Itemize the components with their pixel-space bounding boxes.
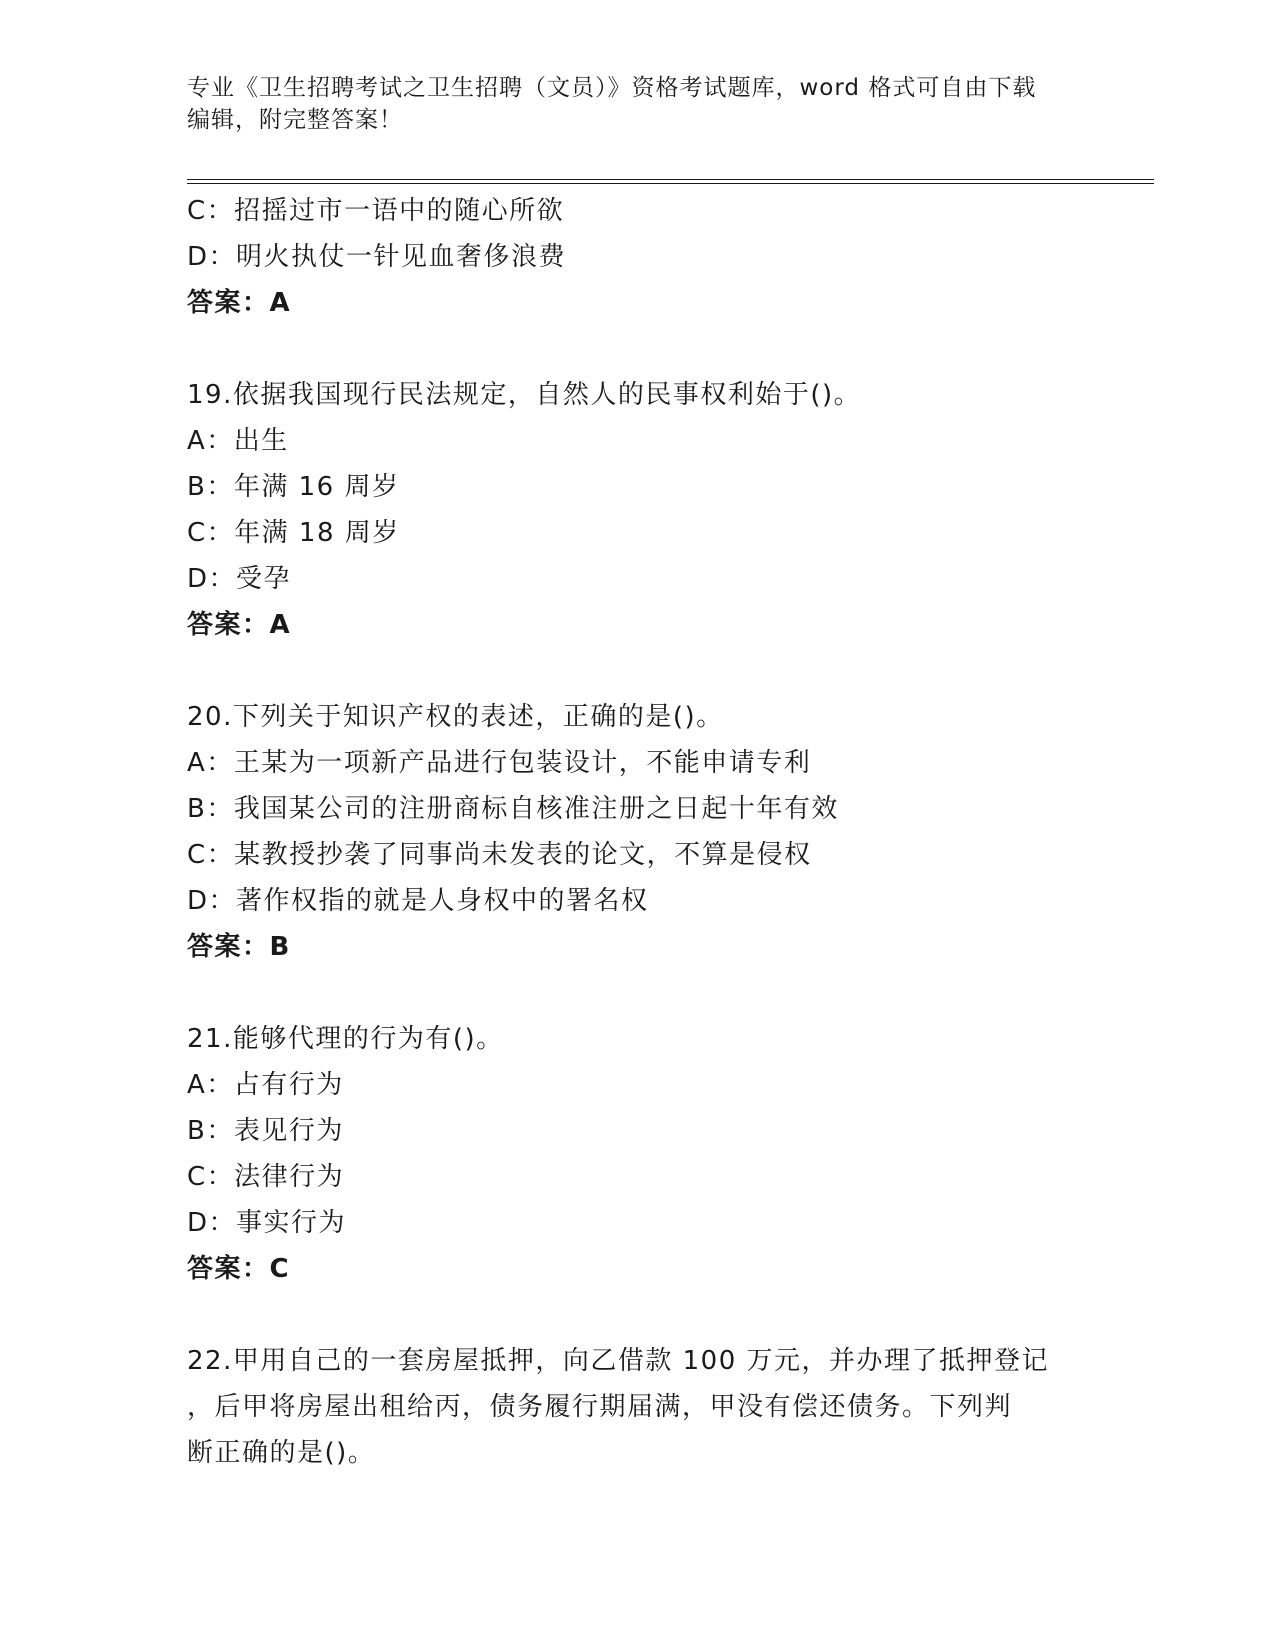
option-d: D：明火执仗一针见血奢侈浪费 [187,242,567,272]
option-c: C：招摇过市一语中的随心所欲 [187,196,565,226]
option-c: C：某教授抄袭了同事尚未发表的论文，不算是侵权 [187,840,812,870]
option-d: D：著作权指的就是人身权中的署名权 [187,886,649,916]
header-line-2: 编辑，附完整答案！ [187,107,403,133]
option-b: B：我国某公司的注册商标自核准注册之日起十年有效 [187,794,839,824]
option-b: B：表见行为 [187,1116,344,1146]
spacer [187,326,1087,372]
question-19 [187,372,1087,648]
spacer [187,1292,1087,1338]
option-b: B：年满 16 周岁 [187,472,400,502]
answer: 答案：B [187,932,291,962]
spacer [187,970,1087,1016]
question-stem: 20.下列关于知识产权的表述，正确的是()。 [187,702,724,732]
question-stem-line-2: ，后甲将房屋出租给丙，债务履行期届满，甲没有偿还债务。下列判 [187,1392,1013,1422]
option-a: A：出生 [187,426,289,456]
option-d: D：受孕 [187,564,292,594]
option-a: A：占有行为 [187,1070,344,1100]
header-line-1: 专业《卫生招聘考试之卫生招聘（文员）》资格考试题库，word 格式可自由下载 [187,75,1037,101]
option-c: C：法律行为 [187,1162,345,1192]
answer: 答案：A [187,288,292,318]
spacer [187,648,1087,694]
question-18-partial [187,188,1087,326]
question-stem-line-3: 断正确的是()。 [187,1438,376,1468]
question-stem: 21.能够代理的行为有()。 [187,1024,504,1054]
question-stem-line-1: 22.甲用自己的一套房屋抵押，向乙借款 100 万元，并办理了抵押登记 [187,1346,1050,1376]
question-22 [187,1338,1087,1476]
question-20 [187,694,1087,970]
option-d: D：事实行为 [187,1208,347,1238]
answer: 答案：C [187,1254,291,1284]
header-divider-top [187,179,1154,180]
answer: 答案：A [187,610,292,640]
question-list [187,188,1087,1476]
option-c: C：年满 18 周岁 [187,518,400,548]
header-divider-bottom [187,183,1154,184]
document-header [187,72,1087,136]
question-21 [187,1016,1087,1292]
question-stem: 19.依据我国现行民法规定，自然人的民事权利始于()。 [187,380,862,410]
option-a: A：王某为一项新产品进行包装设计，不能申请专利 [187,748,812,778]
